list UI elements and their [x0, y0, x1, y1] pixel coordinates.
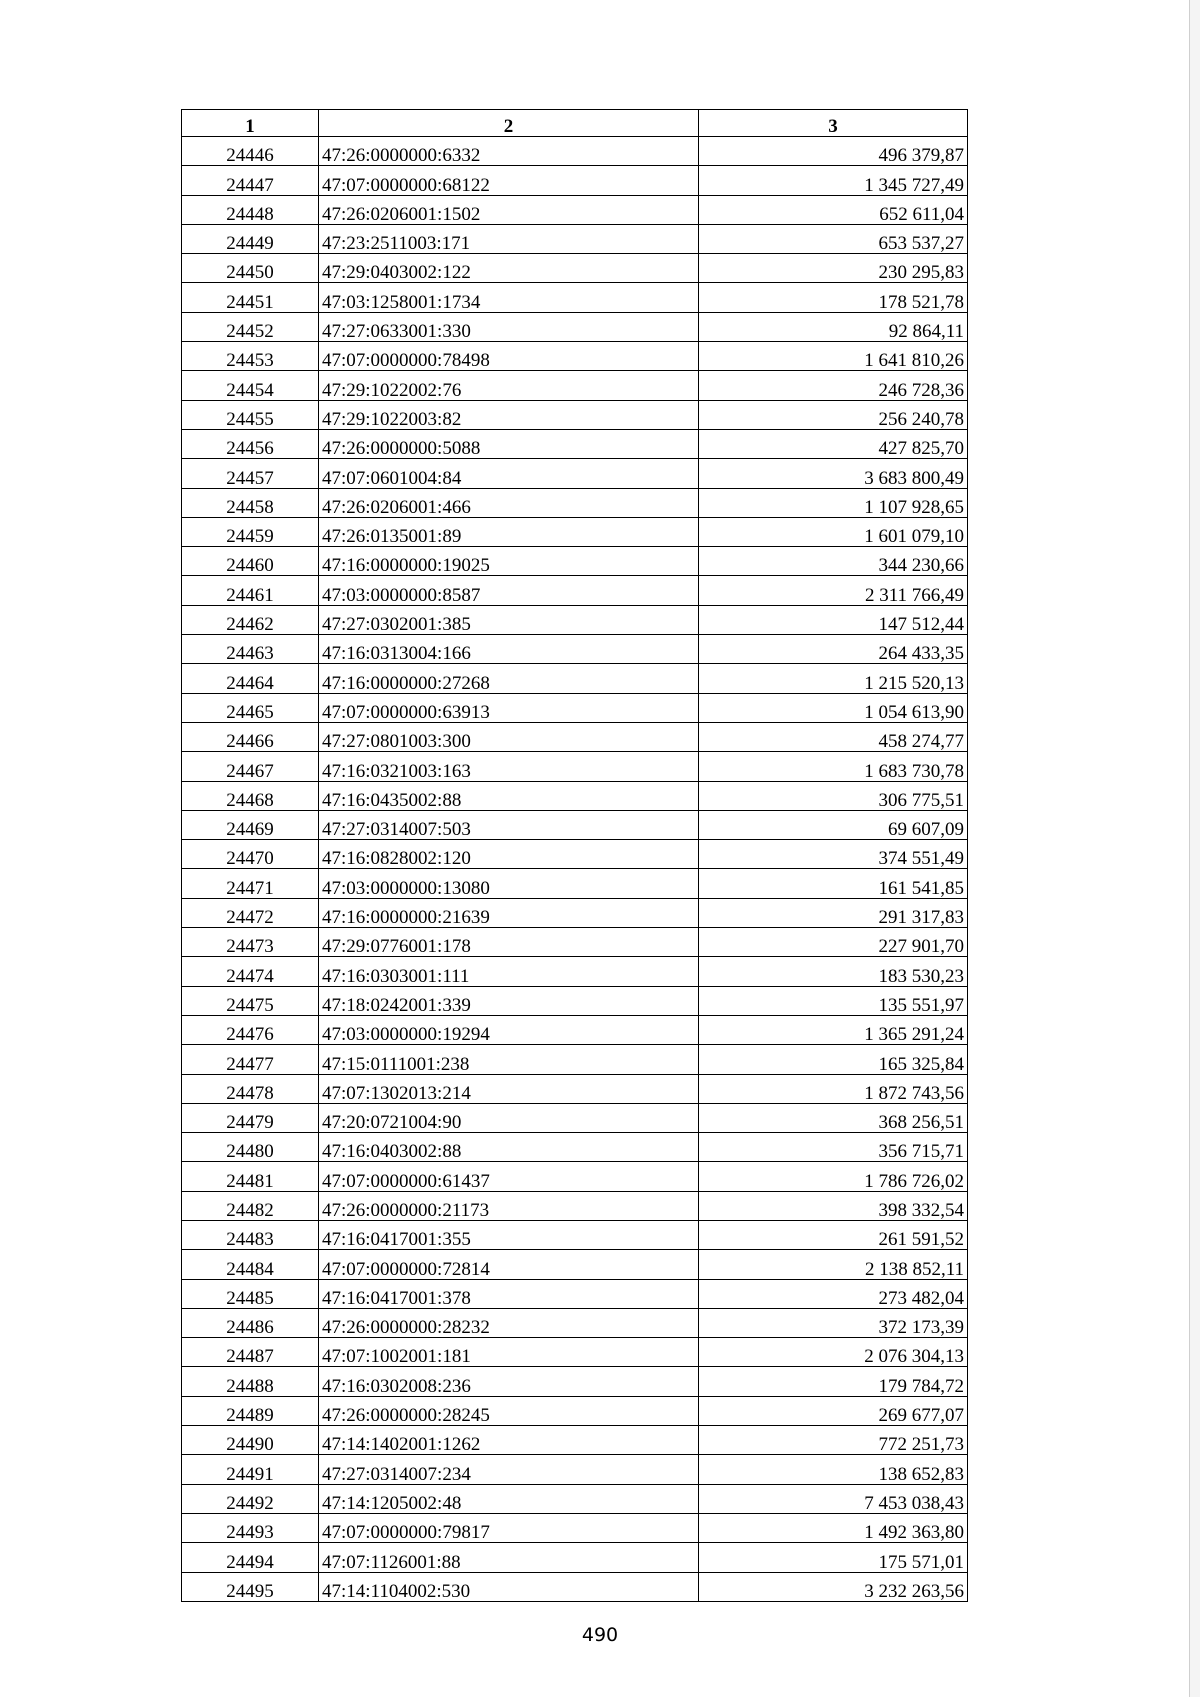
table-row	[182, 928, 968, 957]
row-number-cell: 24489	[182, 1396, 319, 1425]
cadastral-number-cell: 47:16:0828002:120	[319, 840, 699, 869]
cadastral-value-cell: 178 521,78	[699, 283, 968, 312]
table-row	[182, 1074, 968, 1103]
cadastral-number-cell: 47:27:0801003:300	[319, 722, 699, 751]
row-number-cell: 24488	[182, 1367, 319, 1396]
row-number-cell: 24486	[182, 1308, 319, 1337]
cadastral-number-cell: 47:07:0601004:84	[319, 459, 699, 488]
cadastral-number-cell: 47:16:0417001:355	[319, 1220, 699, 1249]
row-number-cell: 24482	[182, 1191, 319, 1220]
cadastral-value-cell: 356 715,71	[699, 1133, 968, 1162]
row-number-cell: 24485	[182, 1279, 319, 1308]
cadastral-value-cell: 92 864,11	[699, 312, 968, 341]
table-row	[182, 1484, 968, 1513]
cadastral-value-cell: 179 784,72	[699, 1367, 968, 1396]
row-number-cell: 24475	[182, 986, 319, 1015]
header-row	[182, 110, 968, 137]
table-row	[182, 166, 968, 195]
row-number-cell: 24479	[182, 1103, 319, 1132]
cadastral-value-cell: 161 541,85	[699, 869, 968, 898]
cadastral-number-cell: 47:07:0000000:78498	[319, 342, 699, 371]
row-number-cell: 24458	[182, 488, 319, 517]
table-row	[182, 254, 968, 283]
table-row	[182, 635, 968, 664]
table-row	[182, 957, 968, 986]
row-number-cell: 24467	[182, 752, 319, 781]
row-number-cell: 24469	[182, 810, 319, 839]
row-number-cell: 24459	[182, 517, 319, 546]
cadastral-value-cell: 458 274,77	[699, 722, 968, 751]
row-number-cell: 24472	[182, 898, 319, 927]
row-number-cell: 24491	[182, 1455, 319, 1484]
cadastral-value-cell: 7 453 038,43	[699, 1484, 968, 1513]
row-number-cell: 24453	[182, 342, 319, 371]
table-row	[182, 1045, 968, 1074]
table-row	[182, 400, 968, 429]
table-row	[182, 605, 968, 634]
row-number-cell: 24454	[182, 371, 319, 400]
row-number-cell: 24466	[182, 722, 319, 751]
table-row	[182, 1279, 968, 1308]
page-edge-shadow	[1190, 0, 1200, 1697]
row-number-cell: 24456	[182, 429, 319, 458]
cadastral-number-cell: 47:27:0302001:385	[319, 605, 699, 634]
row-number-cell: 24493	[182, 1513, 319, 1542]
cadastral-number-cell: 47:07:0000000:63913	[319, 693, 699, 722]
row-number-cell: 24455	[182, 400, 319, 429]
row-number-cell: 24494	[182, 1543, 319, 1572]
cadastral-number-cell: 47:27:0314007:234	[319, 1455, 699, 1484]
table-row	[182, 1513, 968, 1542]
cadastral-value-cell: 135 551,97	[699, 986, 968, 1015]
table-row	[182, 693, 968, 722]
cadastral-value-cell: 138 652,83	[699, 1455, 968, 1484]
table-row	[182, 1250, 968, 1279]
row-number-cell: 24477	[182, 1045, 319, 1074]
row-number-cell: 24463	[182, 635, 319, 664]
cadastral-number-cell: 47:18:0242001:339	[319, 986, 699, 1015]
row-number-cell: 24446	[182, 137, 319, 166]
cadastral-number-cell: 47:07:0000000:79817	[319, 1513, 699, 1542]
row-number-cell: 24487	[182, 1338, 319, 1367]
cadastral-number-cell: 47:07:1126001:88	[319, 1543, 699, 1572]
cadastral-value-cell: 147 512,44	[699, 605, 968, 634]
cadastral-number-cell: 47:29:0403002:122	[319, 254, 699, 283]
cadastral-number-cell: 47:16:0000000:19025	[319, 547, 699, 576]
cadastral-number-cell: 47:23:2511003:171	[319, 224, 699, 253]
table-header	[182, 110, 968, 137]
cadastral-value-cell: 306 775,51	[699, 781, 968, 810]
table-row	[182, 429, 968, 458]
cadastral-value-cell: 1 683 730,78	[699, 752, 968, 781]
row-number-cell: 24457	[182, 459, 319, 488]
column-header-3: 3	[699, 110, 968, 137]
cadastral-value-cell: 256 240,78	[699, 400, 968, 429]
cadastral-number-cell: 47:16:0302008:236	[319, 1367, 699, 1396]
row-number-cell: 24476	[182, 1015, 319, 1044]
cadastral-value-cell: 183 530,23	[699, 957, 968, 986]
cadastral-value-cell: 1 365 291,24	[699, 1015, 968, 1044]
cadastral-number-cell: 47:07:1002001:181	[319, 1338, 699, 1367]
cadastral-value-cell: 2 076 304,13	[699, 1338, 968, 1367]
cadastral-value-cell: 3 683 800,49	[699, 459, 968, 488]
cadastral-value-cell: 496 379,87	[699, 137, 968, 166]
cadastral-number-cell: 47:14:1402001:1262	[319, 1426, 699, 1455]
table-row	[182, 810, 968, 839]
row-number-cell: 24473	[182, 928, 319, 957]
table-row	[182, 576, 968, 605]
table-row	[182, 664, 968, 693]
table-row	[182, 869, 968, 898]
table-row	[182, 459, 968, 488]
table-row	[182, 224, 968, 253]
column-header-1: 1	[182, 110, 319, 137]
table-row	[182, 342, 968, 371]
cadastral-value-cell: 291 317,83	[699, 898, 968, 927]
table-row	[182, 898, 968, 927]
cadastral-value-cell: 1 345 727,49	[699, 166, 968, 195]
table-row	[182, 1455, 968, 1484]
row-number-cell: 24448	[182, 195, 319, 224]
table-row	[182, 986, 968, 1015]
column-header-2: 2	[319, 110, 699, 137]
cadastral-number-cell: 47:20:0721004:90	[319, 1103, 699, 1132]
row-number-cell: 24468	[182, 781, 319, 810]
cadastral-number-cell: 47:16:0435002:88	[319, 781, 699, 810]
cadastral-number-cell: 47:07:0000000:72814	[319, 1250, 699, 1279]
row-number-cell: 24464	[182, 664, 319, 693]
cadastral-value-cell: 772 251,73	[699, 1426, 968, 1455]
cadastral-value-table	[181, 109, 968, 1602]
table-row	[182, 1396, 968, 1425]
cadastral-value-cell: 1 641 810,26	[699, 342, 968, 371]
cadastral-value-cell: 2 311 766,49	[699, 576, 968, 605]
row-number-cell: 24470	[182, 840, 319, 869]
table-row	[182, 1367, 968, 1396]
row-number-cell: 24484	[182, 1250, 319, 1279]
table-row	[182, 547, 968, 576]
cadastral-value-cell: 69 607,09	[699, 810, 968, 839]
cadastral-number-cell: 47:29:1022002:76	[319, 371, 699, 400]
row-number-cell: 24460	[182, 547, 319, 576]
cadastral-number-cell: 47:26:0000000:21173	[319, 1191, 699, 1220]
cadastral-value-cell: 165 325,84	[699, 1045, 968, 1074]
table-row	[182, 1191, 968, 1220]
cadastral-value-cell: 246 728,36	[699, 371, 968, 400]
table-row	[182, 1162, 968, 1191]
cadastral-value-cell: 1 492 363,80	[699, 1513, 968, 1542]
table-row	[182, 752, 968, 781]
table-row	[182, 1426, 968, 1455]
row-number-cell: 24474	[182, 957, 319, 986]
cadastral-value-cell: 230 295,83	[699, 254, 968, 283]
row-number-cell: 24492	[182, 1484, 319, 1513]
table-row	[182, 517, 968, 546]
cadastral-value-cell: 372 173,39	[699, 1308, 968, 1337]
cadastral-number-cell: 47:26:0206001:466	[319, 488, 699, 517]
cadastral-value-cell: 653 537,27	[699, 224, 968, 253]
cadastral-value-cell: 2 138 852,11	[699, 1250, 968, 1279]
cadastral-value-cell: 398 332,54	[699, 1191, 968, 1220]
table-row	[182, 1543, 968, 1572]
row-number-cell: 24483	[182, 1220, 319, 1249]
table-row	[182, 722, 968, 751]
cadastral-number-cell: 47:27:0314007:503	[319, 810, 699, 839]
page-number: 490	[581, 1624, 619, 1646]
cadastral-number-cell: 47:16:0313004:166	[319, 635, 699, 664]
cadastral-value-cell: 344 230,66	[699, 547, 968, 576]
cadastral-value-cell: 264 433,35	[699, 635, 968, 664]
table-body	[182, 137, 968, 1602]
cadastral-number-cell: 47:03:1258001:1734	[319, 283, 699, 312]
row-number-cell: 24471	[182, 869, 319, 898]
cadastral-number-cell: 47:15:0111001:238	[319, 1045, 699, 1074]
table-row	[182, 1220, 968, 1249]
cadastral-value-cell: 175 571,01	[699, 1543, 968, 1572]
cadastral-number-cell: 47:27:0633001:330	[319, 312, 699, 341]
cadastral-number-cell: 47:14:1104002:530	[319, 1572, 699, 1601]
cadastral-value-cell: 374 551,49	[699, 840, 968, 869]
table-row	[182, 195, 968, 224]
cadastral-value-cell: 1 107 928,65	[699, 488, 968, 517]
cadastral-value-cell: 227 901,70	[699, 928, 968, 957]
cadastral-number-cell: 47:03:0000000:8587	[319, 576, 699, 605]
row-number-cell: 24451	[182, 283, 319, 312]
row-number-cell: 24478	[182, 1074, 319, 1103]
cadastral-number-cell: 47:29:0776001:178	[319, 928, 699, 957]
cadastral-number-cell: 47:16:0000000:21639	[319, 898, 699, 927]
table-row	[182, 1103, 968, 1132]
table-row	[182, 840, 968, 869]
cadastral-value-cell: 1 215 520,13	[699, 664, 968, 693]
row-number-cell: 24490	[182, 1426, 319, 1455]
cadastral-value-cell: 1 054 613,90	[699, 693, 968, 722]
cadastral-number-cell: 47:16:0303001:111	[319, 957, 699, 986]
cadastral-value-cell: 368 256,51	[699, 1103, 968, 1132]
cadastral-value-cell: 1 786 726,02	[699, 1162, 968, 1191]
cadastral-value-cell: 1 872 743,56	[699, 1074, 968, 1103]
row-number-cell: 24461	[182, 576, 319, 605]
row-number-cell: 24462	[182, 605, 319, 634]
table-row	[182, 283, 968, 312]
cadastral-value-cell: 273 482,04	[699, 1279, 968, 1308]
cadastral-number-cell: 47:26:0206001:1502	[319, 195, 699, 224]
cadastral-value-cell: 261 591,52	[699, 1220, 968, 1249]
row-number-cell: 24447	[182, 166, 319, 195]
cadastral-number-cell: 47:26:0000000:28232	[319, 1308, 699, 1337]
row-number-cell: 24450	[182, 254, 319, 283]
row-number-cell: 24495	[182, 1572, 319, 1601]
cadastral-number-cell: 47:07:0000000:68122	[319, 166, 699, 195]
cadastral-number-cell: 47:29:1022003:82	[319, 400, 699, 429]
cadastral-value-cell: 427 825,70	[699, 429, 968, 458]
cadastral-number-cell: 47:26:0000000:6332	[319, 137, 699, 166]
cadastral-number-cell: 47:03:0000000:13080	[319, 869, 699, 898]
table-row	[182, 1308, 968, 1337]
cadastral-value-cell: 3 232 263,56	[699, 1572, 968, 1601]
cadastral-number-cell: 47:26:0000000:5088	[319, 429, 699, 458]
cadastral-value-cell: 1 601 079,10	[699, 517, 968, 546]
row-number-cell: 24480	[182, 1133, 319, 1162]
cadastral-number-cell: 47:07:1302013:214	[319, 1074, 699, 1103]
table-row	[182, 781, 968, 810]
row-number-cell: 24449	[182, 224, 319, 253]
table-row	[182, 1338, 968, 1367]
table-row	[182, 312, 968, 341]
row-number-cell: 24481	[182, 1162, 319, 1191]
table-row	[182, 137, 968, 166]
cadastral-value-cell: 652 611,04	[699, 195, 968, 224]
table-row	[182, 1133, 968, 1162]
cadastral-number-cell: 47:26:0135001:89	[319, 517, 699, 546]
table-row	[182, 1015, 968, 1044]
cadastral-value-cell: 269 677,07	[699, 1396, 968, 1425]
cadastral-number-cell: 47:07:0000000:61437	[319, 1162, 699, 1191]
cadastral-number-cell: 47:26:0000000:28245	[319, 1396, 699, 1425]
table-row	[182, 488, 968, 517]
row-number-cell: 24452	[182, 312, 319, 341]
cadastral-number-cell: 47:16:0321003:163	[319, 752, 699, 781]
cadastral-number-cell: 47:16:0403002:88	[319, 1133, 699, 1162]
cadastral-number-cell: 47:16:0417001:378	[319, 1279, 699, 1308]
cadastral-number-cell: 47:16:0000000:27268	[319, 664, 699, 693]
row-number-cell: 24465	[182, 693, 319, 722]
cadastral-number-cell: 47:14:1205002:48	[319, 1484, 699, 1513]
cadastral-number-cell: 47:03:0000000:19294	[319, 1015, 699, 1044]
table-row	[182, 1572, 968, 1601]
table-row	[182, 371, 968, 400]
